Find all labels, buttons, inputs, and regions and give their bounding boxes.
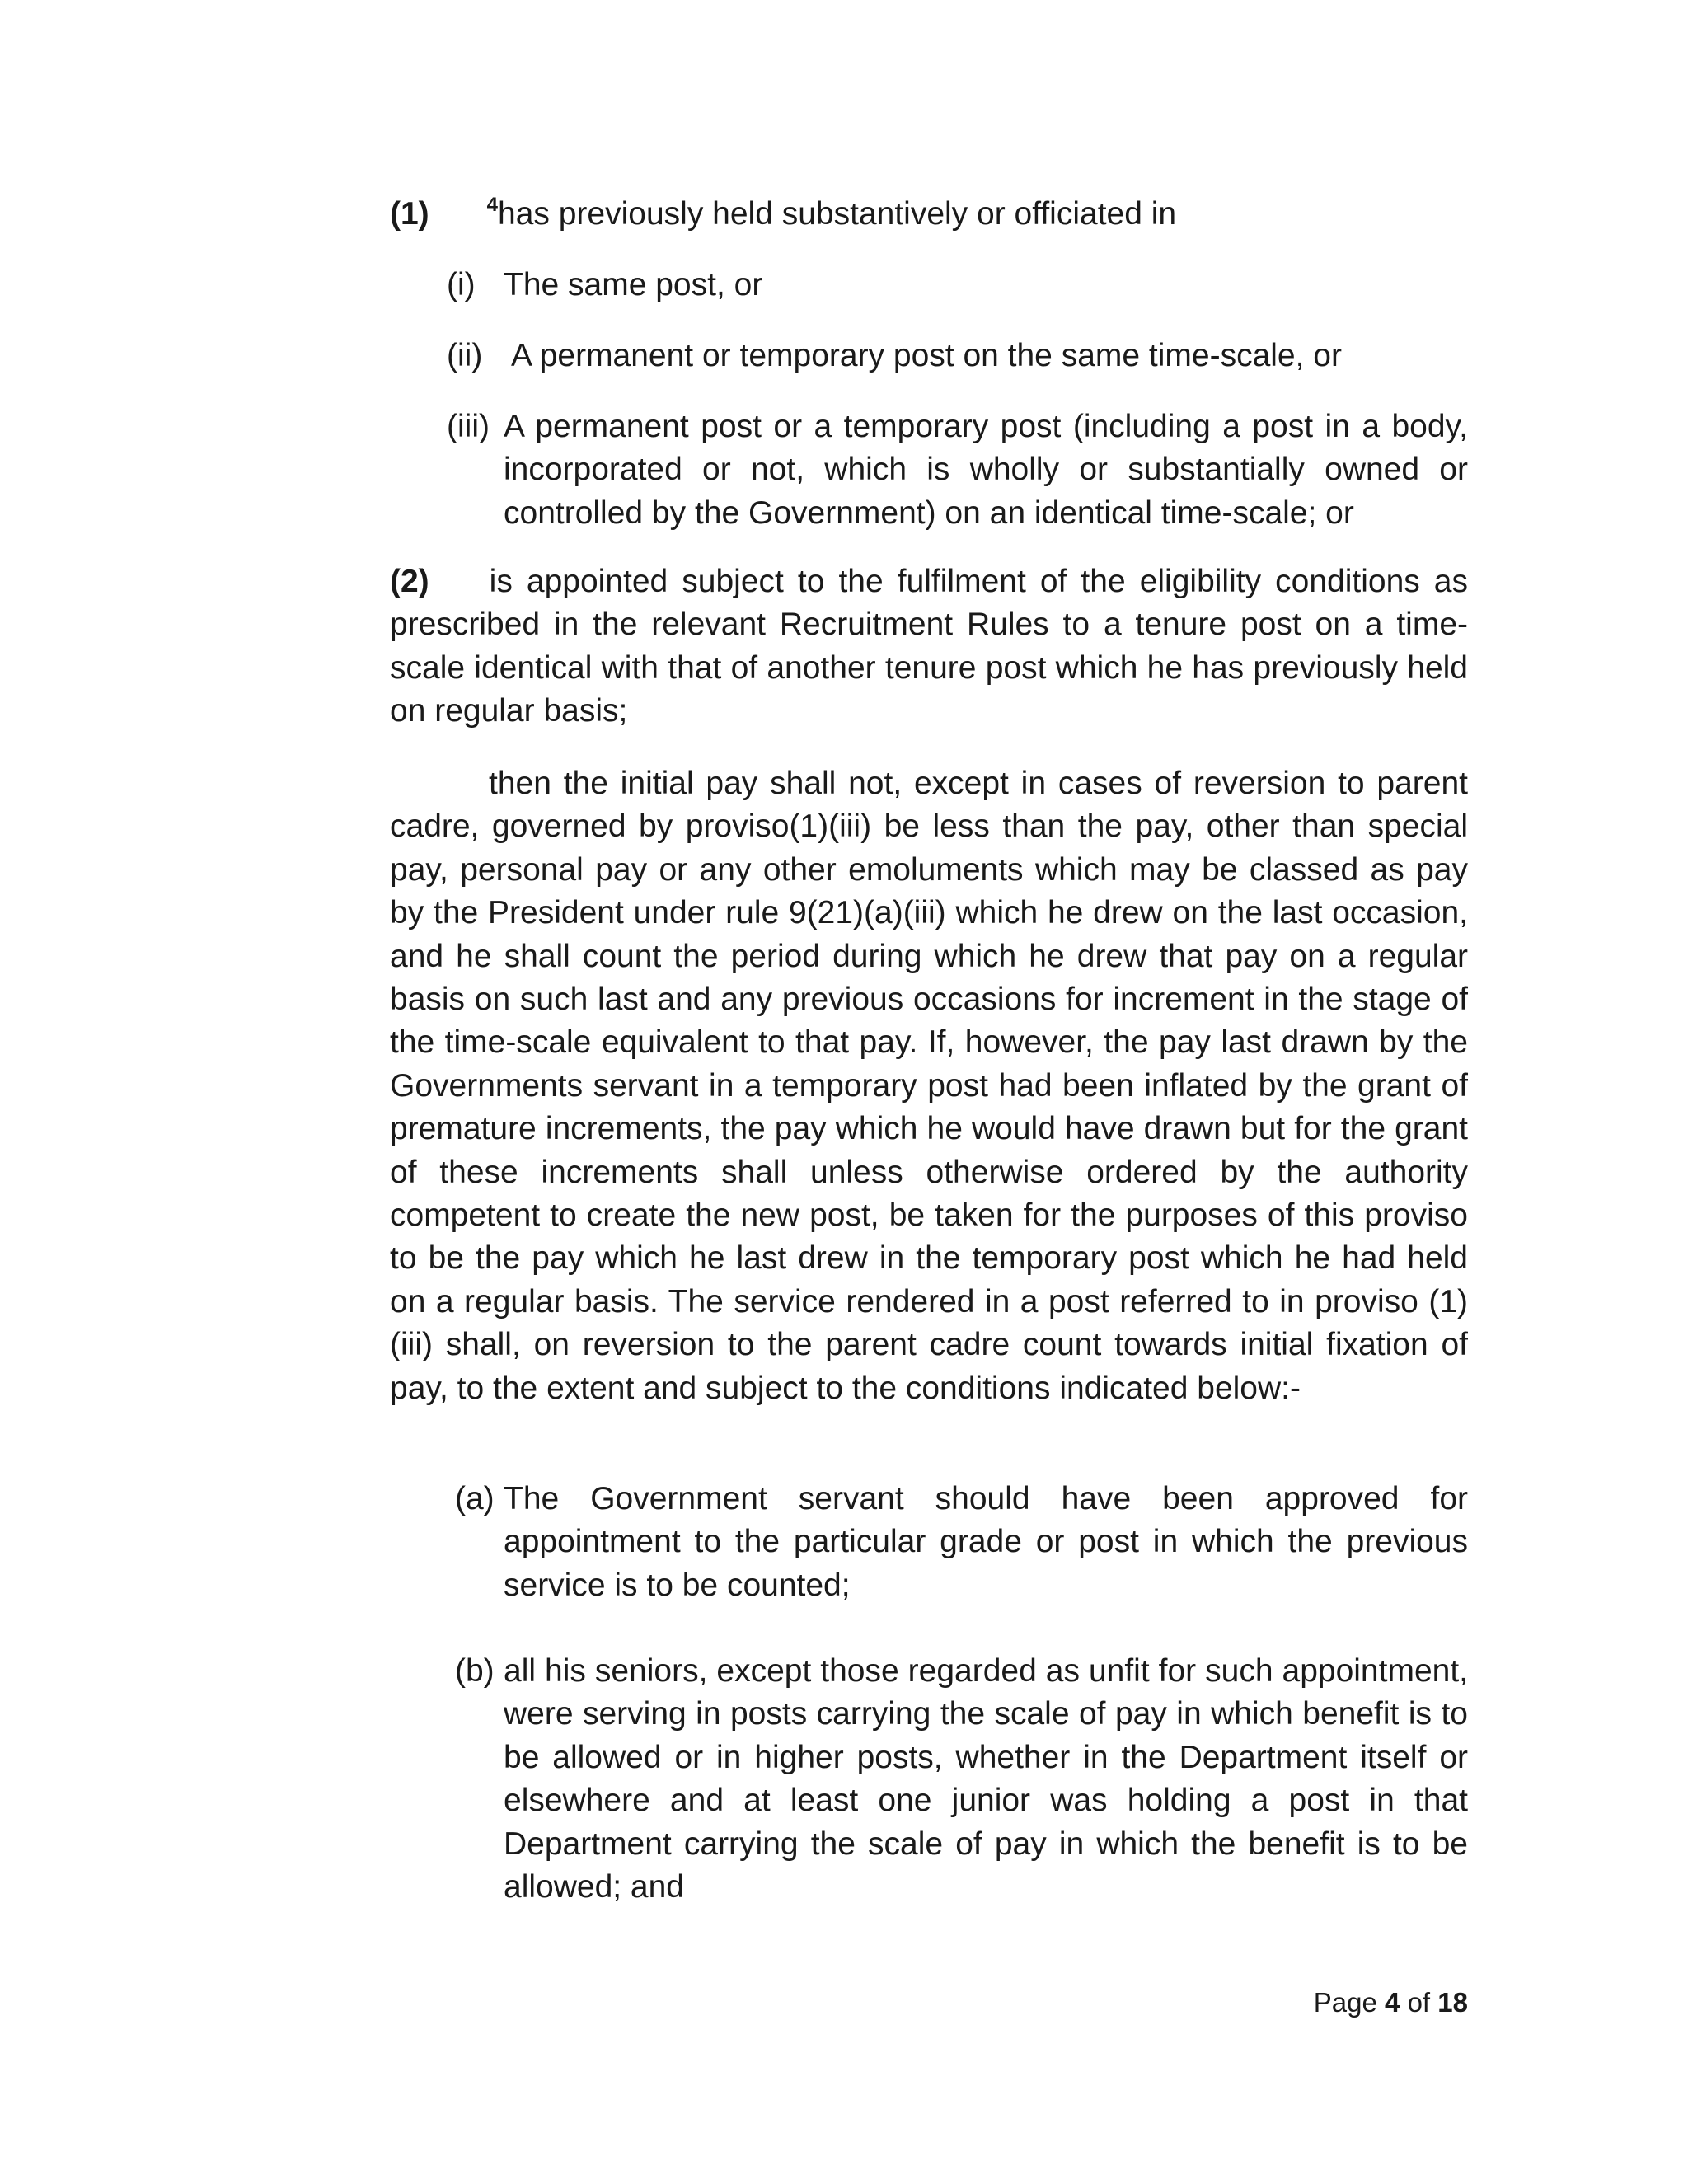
clause-2-number: (2) xyxy=(390,564,429,599)
footer-total-pages: 18 xyxy=(1437,1987,1468,2018)
item-label: (ii) xyxy=(447,338,483,373)
footnote-marker: 4 xyxy=(486,194,499,216)
document-page xyxy=(390,0,1468,2184)
footer-page-word: Page xyxy=(1313,1987,1377,2018)
item-text: A permanent post or a temporary post (including a post in a body, incorporated or not, which is wholly or substantially owned or controlled by the Government) on an identical time-scale; or xyxy=(504,409,1468,531)
clause-1-number: (1) xyxy=(390,196,429,232)
footer-page-number: 4 xyxy=(1385,1987,1400,2018)
condition-label: (b) xyxy=(455,1653,495,1689)
main-paragraph-text: then the initial pay shall not, except in cases of reversion to parent cadre, governed by proviso(1)(iii) be less than the pay, other than special pay, personal pay or any other emoluments which may be classed as pay by the President under rule 9(21)(a)(iii) which he drew on the last occasion, and he shall count the period during which he drew that pay on a regular basis on such last and any previous occasions for increment in the stage of the time-scale equivalent to that pay. If, however, the pay last drawn by the Governments servant in a temporary post had been inflated by the grant of premature increments, the pay which he would have drawn but for the grant of these increments shall unless otherwise ordered by the authority competent to create the new post, be taken for the purposes of this proviso to be the pay which he last drew in the temporary post which he had held on a regular basis. The service rendered in a post referred to in proviso (1)(iii) shall, on reversion to the parent cadre count towards initial fixation of pay, to the extent and subject to the conditions indicated below:- xyxy=(390,766,1468,1406)
clause-2 xyxy=(390,560,1468,733)
clause-2-text: is appointed subject to the fulfilment of the eligibility conditions as prescribed in the relevant Recruitment Rules to a tenure post on a time-scale identical with that of another tenure post which he has previously held on regular basis; xyxy=(390,564,1468,729)
page-number-footer xyxy=(1314,1985,1468,2021)
clause-1-heading xyxy=(390,193,1176,240)
condition-label: (a) xyxy=(455,1481,495,1516)
footer-of-word: of xyxy=(1407,1987,1431,2018)
condition-b xyxy=(455,1650,1468,1914)
main-paragraph xyxy=(390,762,1468,1410)
condition-a xyxy=(455,1478,1468,1610)
item-label: (i) xyxy=(447,267,476,302)
item-text: The same post, or xyxy=(504,267,763,302)
item-label: (iii) xyxy=(447,409,490,444)
condition-text: all his seniors, except those regarded as unfit for such appointment, were serving in posts carrying the scale of pay in which benefit is to be allowed or in higher posts, whether in the Department itself or elsewhere and at least one junior was holding a post in that Department carrying the scale of pay in which the benefit is to be allowed; and xyxy=(504,1653,1468,1905)
clause-1-item-iii xyxy=(447,405,1468,537)
clause-1-text: has previously held substantively or officiated in xyxy=(498,196,1177,232)
condition-text: The Government servant should have been approved for appointment to the particular grade or post in which the previous service is to be counted; xyxy=(504,1481,1468,1603)
item-text: A permanent or temporary post on the same time-scale, or xyxy=(511,338,1342,373)
